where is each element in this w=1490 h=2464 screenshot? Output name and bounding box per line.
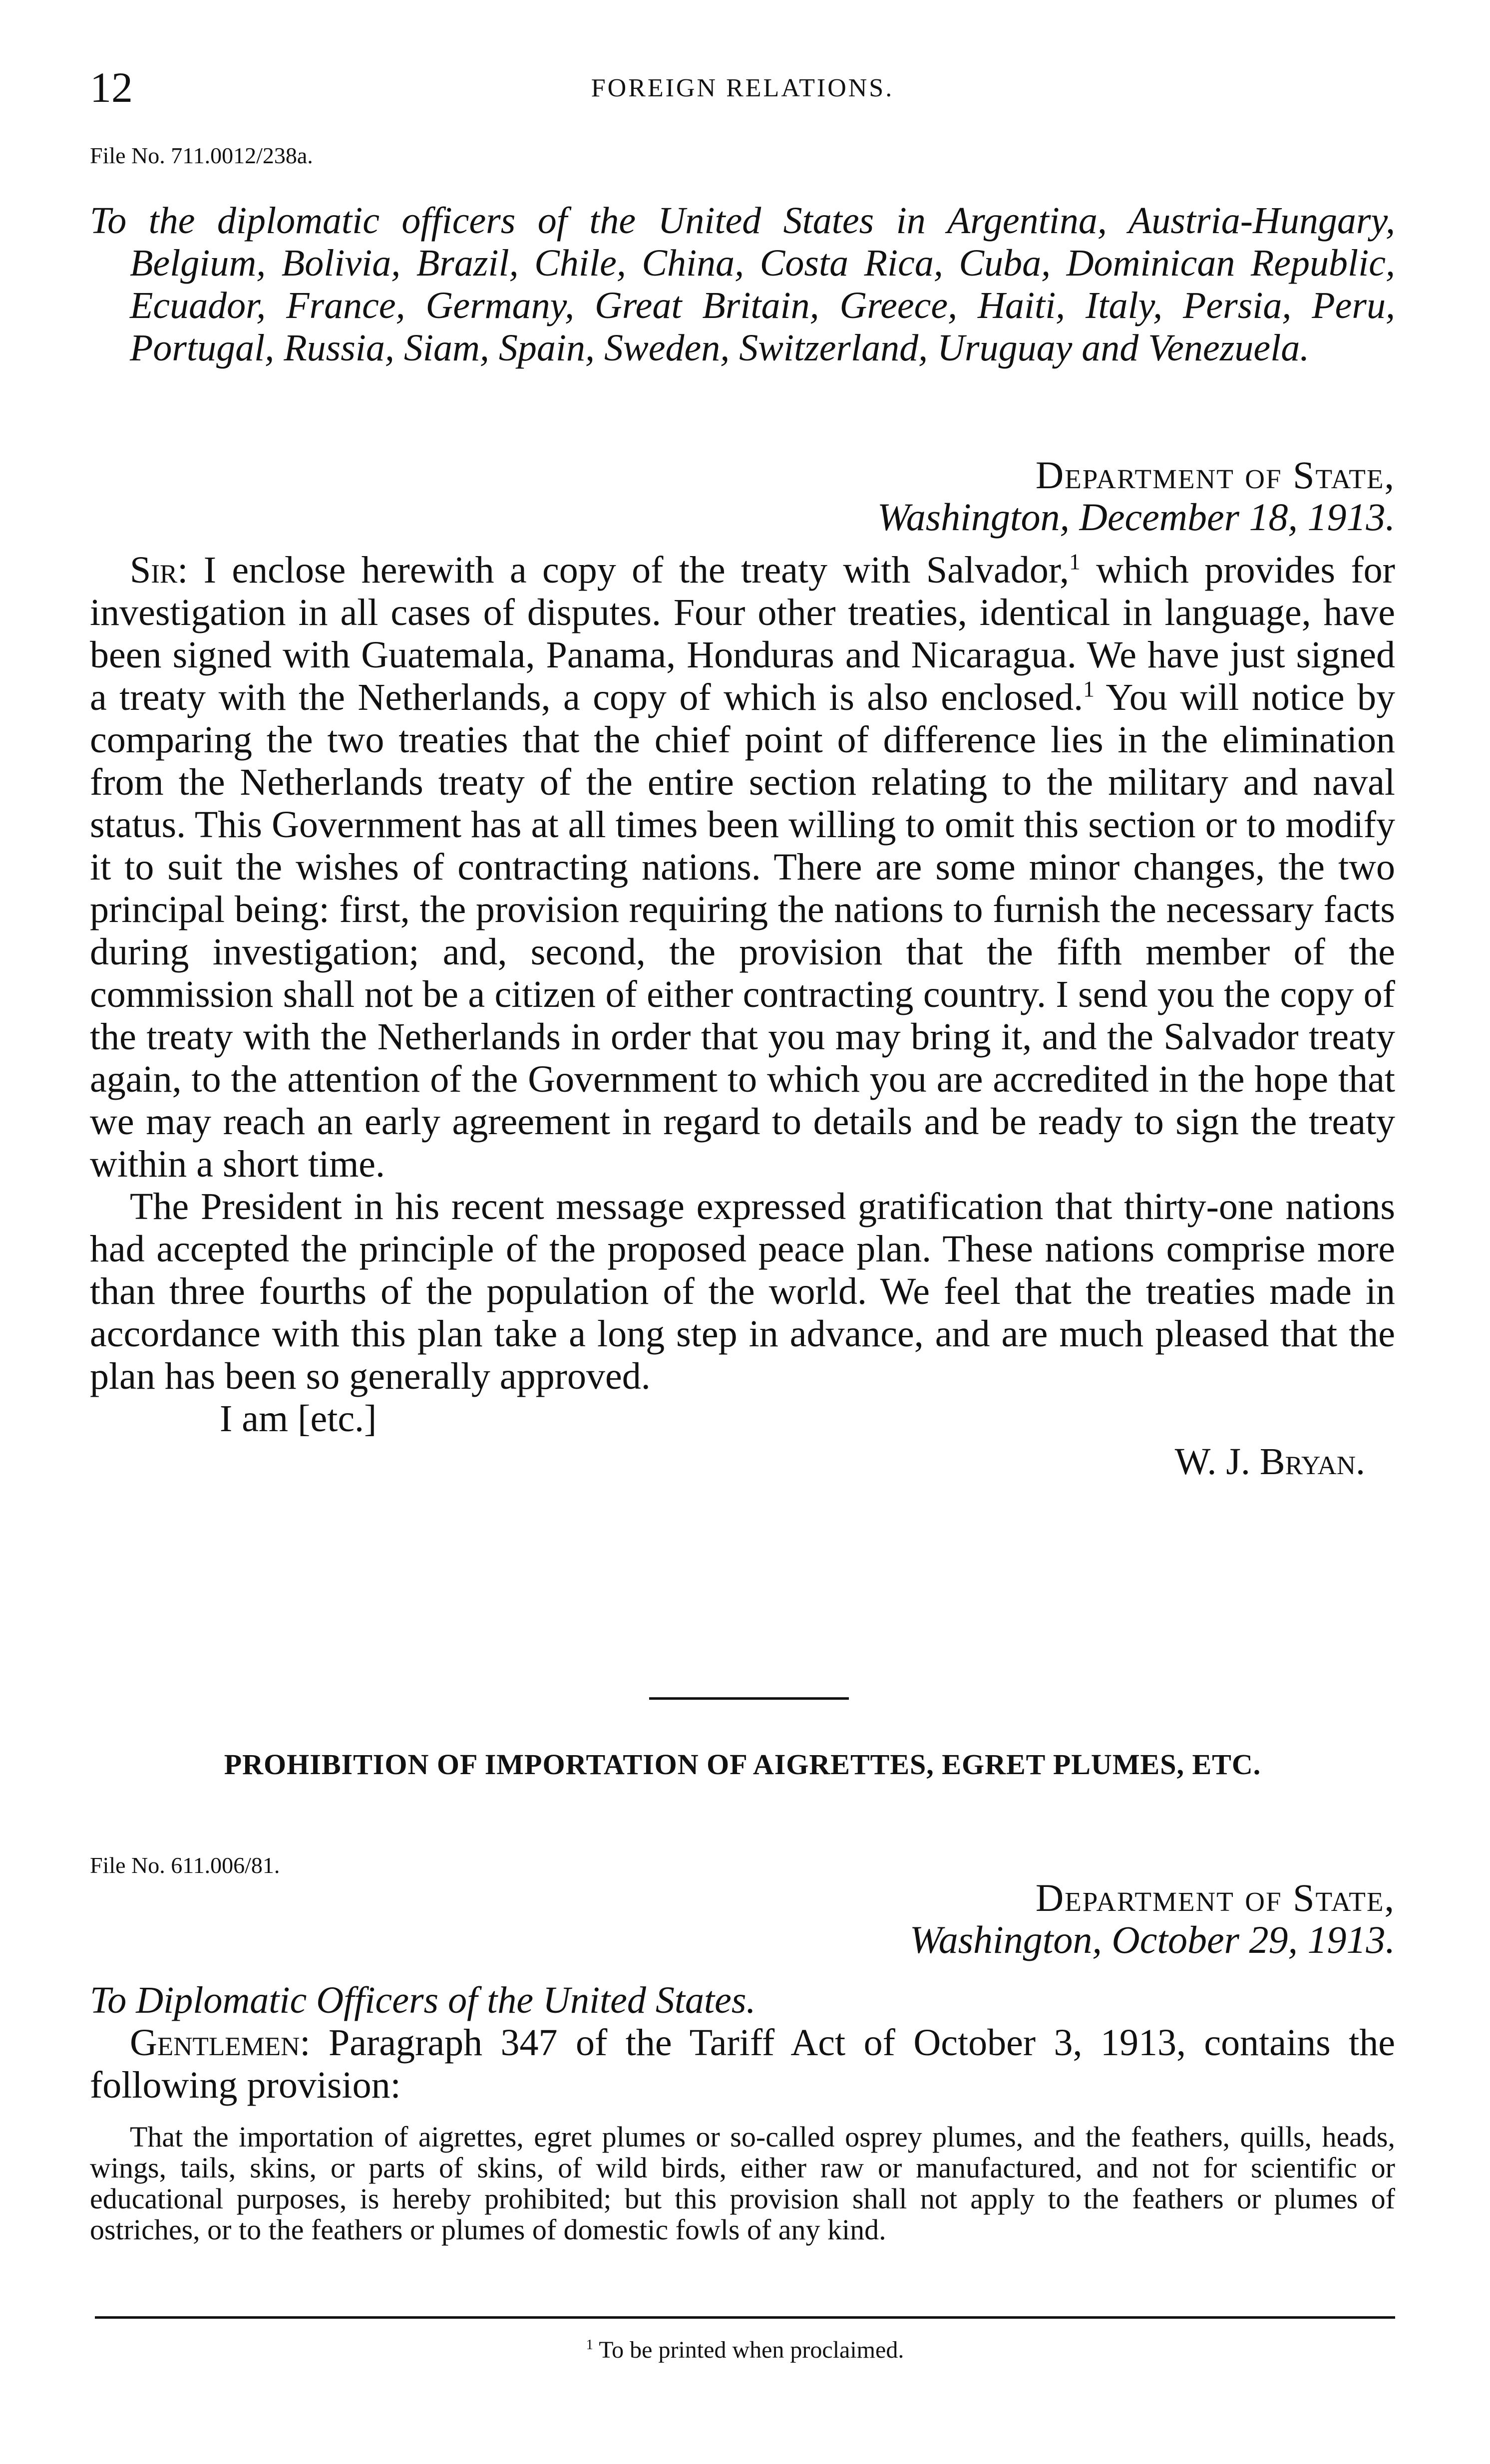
- salutation: Sir:: [130, 549, 188, 591]
- paragraph-3: [90, 2022, 1395, 2107]
- section-title: [90, 1747, 1395, 1782]
- paragraph-1: [90, 549, 1395, 1186]
- quoted-provision: That the importation of aigrettes, egret plumes or so-called osprey plumes, and the feathers, quills, heads, wings, tails, skins, or parts of skins, of wild birds, either raw or manufactured, and not for scientific or educational purposes, is hereby prohibited; but this provision shall not apply to the feathers or plumes of ostriches, or to the feathers or plumes of domestic fowls of any kind.: [90, 2121, 1395, 2246]
- letter-body-1: [90, 549, 1395, 1484]
- paragraph-1-part-c: You will notice by comparing the two treaties that the chief point of difference lies in the elimination from the Netherlands treaty of the entire section relating to the military and naval status. This Government has at all times been willing to omit this section or to modify it to suit the wishes of contracting nations. There are some minor changes, the two principal being: first, the provision requiring the nations to furnish the necessary facts during investigation; and, second, the provision that the fifth member of the commission shall not be a citizen of either contracting country. I send you the copy of the treaty with the Netherlands in order that you may bring it, and the Salvador treaty again, to the attention of the Government to which you are accredited in the hope that we may reach an early agreement in regard to details and be ready to sign the treaty within a short time.: [90, 676, 1395, 1185]
- closing: I am [etc.]: [220, 1398, 377, 1440]
- paragraph-3-text: Paragraph 347 of the Tariff Act of October 3, 1913, contains the following provision:: [90, 2022, 1395, 2106]
- section-title-text: PROHIBITION OF IMPORTATION OF AIGRETTES, EGRET PLUMES, ETC.: [224, 1748, 1261, 1781]
- signature: [90, 1440, 1395, 1484]
- footnote-text: To be printed when proclaimed.: [593, 2337, 904, 2363]
- addressee-2: To Diplomatic Officers of the United States.: [90, 1979, 756, 2021]
- paragraph-1-part-b: which provides for investigation in all cases of disputes. Four other treaties, identical in language, have been signed with Guatemala, Panama, Honduras and Nicaragua. We have just signed a treaty with the Netherlands, a copy of which is also enclosed.: [90, 549, 1395, 718]
- dateline-place-date: Washington, December 18, 1913.: [877, 495, 1395, 539]
- salutation-2: Gentlemen:: [130, 2022, 311, 2064]
- dateline-department: Department of State,: [1035, 1876, 1395, 1919]
- file-number-text: File No. 711.0012/238a.: [90, 143, 313, 168]
- page-header: [90, 62, 1395, 117]
- paragraph-2: The President in his recent message expressed gratification that thirty-one nations had accepted the principle of the proposed peace plan. These nations comprise more than three fourths of the population of the world. We feel that the treaties made in accordance with this plan take a long step in advance, and are much pleased that the plan has been so generally approved.: [90, 1186, 1395, 1397]
- footnote: [0, 2336, 1490, 2364]
- section-divider: [649, 1697, 849, 1700]
- file-number-1: [90, 142, 1395, 169]
- footnote-ref-1: 1: [1069, 549, 1081, 575]
- dateline-2: [90, 1877, 1395, 1961]
- paragraph-1-part-a: I enclose herewith a copy of the treaty with Salvador,: [188, 549, 1069, 591]
- addressee-text: To the diplomatic officers of the United States in Argentina, Austria-Hungary, Belgium, Bolivia, Brazil, Chile, China, Costa Rica, Cuba, Dominican Republic, Ecuador, France, Germany, Great Britain, Greece, Haiti, Italy, Persia, Peru, Portugal, Russia, Siam, Spain, Sweden, Switzerland, Uruguay and Venezuela.: [90, 200, 1395, 369]
- footnote-ref-2: 1: [1083, 676, 1095, 702]
- addressee-1: [90, 200, 1395, 369]
- signature-text: W. J. Bryan.: [1174, 1441, 1365, 1483]
- letter-body-2: [90, 1979, 1395, 2245]
- page-number: 12: [90, 63, 133, 111]
- dateline-place-date: Washington, October 29, 1913.: [909, 1918, 1395, 1961]
- footnote-mark: 1: [586, 2337, 594, 2353]
- dateline-1: [90, 454, 1395, 538]
- file-number-2: [90, 1852, 1395, 1878]
- footnote-rule: [95, 2316, 1395, 2319]
- file-number-text: File No. 611.006/81.: [90, 1852, 280, 1878]
- dateline-department: Department of State,: [1035, 453, 1395, 497]
- running-title: FOREIGN RELATIONS.: [591, 74, 894, 102]
